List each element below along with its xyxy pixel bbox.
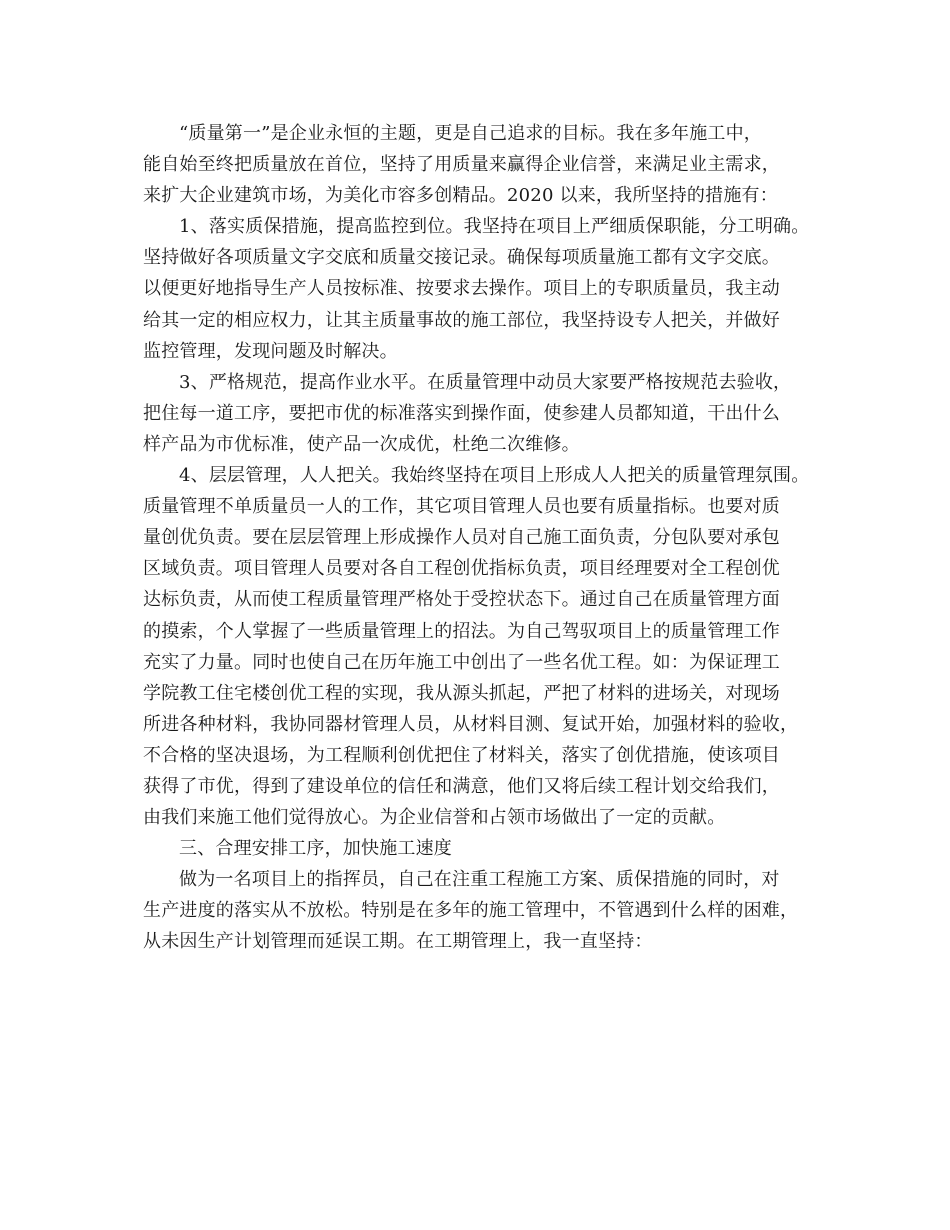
text-line: “质量第一”是企业永恒的主题，更是自己追求的目标。我在多年施工中， bbox=[179, 123, 763, 144]
text-line: 做为一名项目上的指挥员，自己在注重工程施工方案、质保措施的同时，对 bbox=[179, 869, 780, 891]
text-line: 的摸索，个人掌握了一些质量管理上的招法。为自己驾驭项目上的质量管理工作 bbox=[143, 620, 780, 642]
text-line: 1、落实质保措施，提高监控到位。我坚持在项目上严细质保职能，分工明确。 bbox=[179, 216, 810, 238]
paragraph bbox=[143, 864, 823, 957]
text-line: 充实了力量。同时也使自己在历年施工中创出了一些名优工程。如：为保证理工 bbox=[143, 651, 780, 673]
text-line: 从未因生产计划管理而延误工期。在工期管理上，我一直坚持： bbox=[143, 931, 653, 953]
text-line: 质量管理不单质量员一人的工作，其它项目管理人员也要有质量指标。也要对质 bbox=[143, 496, 780, 518]
text-line: 生产进度的落实从不放松。特别是在多年的施工管理中，不管遇到什么样的困难， bbox=[143, 900, 799, 922]
text-line: 学院教工住宅楼创优工程的实现，我从源头抓起，严把了材料的进场关，对现场 bbox=[143, 682, 780, 704]
text-line: 坚持做好各项质量文字交底和质量交接记录。确保每项质量施工都有文字交底。 bbox=[143, 247, 780, 269]
text-line: 不合格的坚决退场，为工程顺利创优把住了材料关，落实了创优措施，使该项目 bbox=[143, 744, 780, 766]
paragraph bbox=[143, 833, 823, 864]
text-line: 监控管理，发现问题及时解决。 bbox=[143, 340, 398, 362]
text-line: 三、合理安排工序，加快施工速度 bbox=[179, 838, 452, 860]
text-line: 所进各种材料，我协同器材管理人员，从材料目测、复试开始，加强材料的验收， bbox=[143, 713, 799, 735]
text-line: 给其一定的相应权力，让其主质量事故的施工部位，我坚持设专人把关，并做好 bbox=[143, 309, 780, 331]
text-line: 由我们来施工他们觉得放心。为企业信誉和占领市场做出了一定的贡献。 bbox=[143, 807, 726, 829]
paragraph bbox=[143, 367, 823, 460]
text-line: 达标负责，从而使工程质量管理严格处于受控状态下。通过自己在质量管理方面 bbox=[143, 589, 780, 611]
text-line: 来扩大企业建筑市场，为美化市容多创精品。2020 以来，我所坚持的措施有： bbox=[143, 185, 778, 207]
text-line: 获得了市优，得到了建设单位的信任和满意，他们又将后续工程计划交给我们， bbox=[143, 775, 780, 797]
document-body bbox=[143, 118, 823, 958]
text-line: 把住每一道工序，要把市优的标准落实到操作面，使参建人员都知道，干出什么 bbox=[143, 402, 780, 424]
text-line: 区域负责。项目管理人员要对各自工程创优指标负责，项目经理要对全工程创优 bbox=[143, 558, 780, 580]
paragraph bbox=[143, 460, 823, 833]
text-line: 能自始至终把质量放在首位，坚持了用质量来赢得企业信誉，来满足业主需求， bbox=[143, 154, 780, 176]
text-line: 样产品为市优标准，使产品一次成优，杜绝二次维修。 bbox=[143, 433, 580, 455]
text-line: 以便更好地指导生产人员按标准、按要求去操作。项目上的专职质量员，我主动 bbox=[143, 278, 780, 300]
paragraph bbox=[143, 118, 823, 211]
text-line: 4、层层管理，人人把关。我始终坚持在项目上形成人人把关的质量管理氛围。 bbox=[179, 465, 810, 487]
text-line: 量创优负责。要在层层管理上形成操作人员对自己施工面负责，分包队要对承包 bbox=[143, 527, 780, 549]
paragraph bbox=[143, 211, 823, 366]
text-line: 3、严格规范，提高作业水平。在质量管理中动员大家要严格按规范去验收， bbox=[179, 371, 792, 393]
